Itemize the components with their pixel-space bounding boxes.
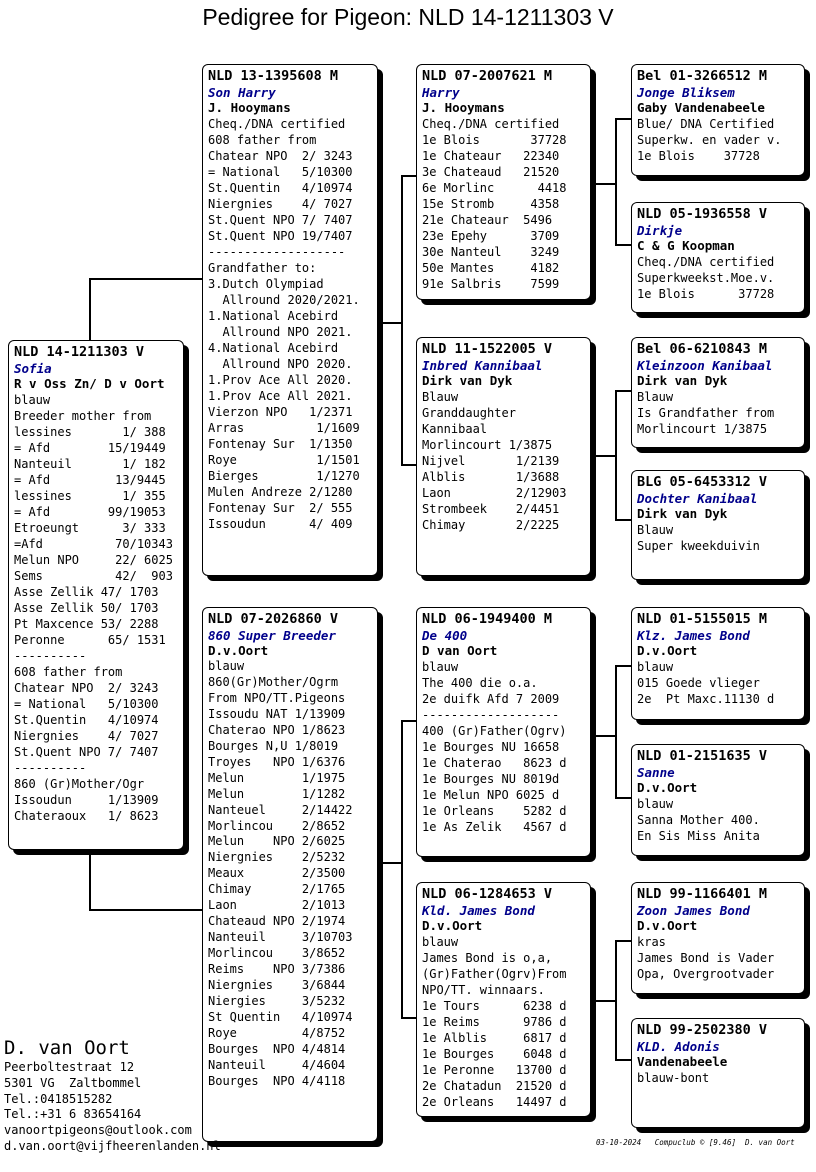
detail-line: 400 (Gr)Father(Ogrv): [422, 724, 567, 738]
owner-email-2: d.van.oort@vijfheerenlanden.nl: [4, 1138, 221, 1153]
connector: [615, 118, 617, 245]
detail-line: Nanteuil 1/ 182: [14, 457, 166, 471]
detail-line: = Afd 13/9445: [14, 473, 166, 487]
detail-line: Morlincourt 1/3875: [637, 422, 768, 436]
detail-line: 4.National Acebird: [208, 341, 339, 355]
ring-number: NLD 11-1522005 V: [422, 341, 553, 357]
connector: [615, 390, 617, 520]
detail-line: Issoudun 1/13909: [14, 793, 159, 807]
detail-line: 1e Bourges NU 8019d: [422, 772, 560, 786]
pigeon-name: Dochter Kanibaal: [637, 491, 758, 506]
detail-line: blauw: [422, 660, 459, 674]
detail-line: ----------: [14, 649, 87, 663]
detail-line: Melun NPO 22/ 6025: [14, 553, 173, 567]
pigeon-card-dam-sire: [416, 607, 591, 857]
pigeon-card-sire-dam: [416, 337, 591, 576]
connector: [89, 909, 205, 911]
detail-line: Arras 1/1609: [208, 421, 360, 435]
detail-line: Bourges NPO 4/4118: [208, 1073, 346, 1088]
detail-line: Niergnies 4/ 7027: [14, 729, 159, 743]
detail-line: 3e Chateaud 21520: [422, 165, 560, 179]
detail-line: 608 father from: [14, 665, 123, 679]
detail-line: 2e Pt Maxc.11130 d: [637, 692, 775, 706]
detail-line: St.Quent NPO 7/ 7407: [208, 213, 353, 227]
pigeon-card-dss: [631, 607, 805, 720]
detail-line: blauw: [637, 797, 674, 811]
detail-line: = Afd 99/19053: [14, 505, 166, 519]
detail-line: 1e Reims 9786 d: [422, 1015, 567, 1029]
detail-line: Bourges N,U 1/8019: [208, 738, 339, 753]
detail-line: Chimay 2/2225: [422, 518, 560, 532]
detail-line: Chatear NPO 2/ 3243: [14, 681, 159, 695]
detail-line: blauw: [14, 393, 51, 407]
breeder-name: Dirk van Dyk: [637, 506, 728, 521]
detail-line: Superkw. en vader v.: [637, 133, 782, 147]
connector: [615, 390, 632, 392]
connector: [401, 720, 417, 722]
detail-line: Bierges 1/1270: [208, 469, 360, 483]
detail-line: 1e Bourges NU 16658: [422, 740, 560, 754]
pigeon-name: Sanne: [637, 765, 675, 780]
footer-credit: 03-10-2024 Compuclub © [9.46] D. van Oort: [596, 1138, 795, 1147]
pigeon-name: Klz. James Bond: [637, 628, 750, 643]
detail-line: -------------------: [208, 245, 346, 259]
detail-line: 1e Tours 6238 d: [422, 999, 567, 1013]
owner-name: D. van Oort: [4, 1037, 130, 1059]
owner-city: 5301 VG Zaltbommel: [4, 1075, 142, 1090]
connector: [89, 278, 91, 340]
detail-line: 1e Blois 37728: [637, 149, 760, 163]
detail-line: 608 father from: [208, 133, 317, 147]
detail-line: blauw: [422, 935, 459, 949]
ring-number: NLD 13-1395608 M: [208, 68, 339, 84]
detail-line: Breeder mother from: [14, 409, 152, 423]
detail-line: Issoudu NAT 1/13909: [208, 706, 346, 721]
pigeon-card-dam-dam: [416, 882, 591, 1117]
owner-info: [4, 1036, 221, 1155]
detail-line: 860(Gr)Mother/Ogrm: [208, 674, 339, 689]
detail-line: ----------: [14, 761, 87, 775]
detail-line: Nanteuil 4/4604: [208, 1057, 346, 1072]
breeder-name: C & G Koopman: [637, 238, 735, 253]
pigeon-name: Harry: [422, 85, 460, 100]
breeder-name: Dirk van Dyk: [637, 373, 728, 388]
pigeon-name: Dirkje: [637, 223, 683, 238]
connector: [401, 175, 417, 177]
detail-line: 21e Chateaur 5496: [422, 213, 553, 227]
detail-line: 3.Dutch Olympiad: [208, 277, 324, 291]
connector: [401, 464, 417, 466]
detail-line: Cheq./DNA certified: [208, 117, 346, 131]
breeder-name: J. Hooymans: [208, 100, 291, 115]
detail-line: lessines 1/ 388: [14, 425, 166, 439]
detail-line: Morlincou 2/8652: [208, 818, 346, 833]
detail-line: Super kweekduivin: [637, 539, 760, 553]
detail-line: 1e Alblis 6817 d: [422, 1031, 567, 1045]
connector: [596, 183, 616, 185]
connector: [378, 322, 402, 324]
detail-line: Laon 2/1013: [208, 898, 346, 913]
detail-line: Grandfather to:: [208, 261, 317, 275]
detail-line: Melun NPO 2/6025: [208, 834, 346, 849]
detail-line: Peronne 65/ 1531: [14, 633, 166, 647]
connector: [596, 455, 616, 457]
detail-line: Vierzon NPO 1/2371: [208, 405, 353, 419]
detail-line: Strombeek 2/4451: [422, 502, 560, 516]
detail-line: 015 Goede vlieger: [637, 676, 760, 690]
detail-line: Niergnies 4/ 7027: [208, 197, 353, 211]
detail-line: Opa, Overgrootvader: [637, 967, 775, 981]
detail-line: Mulen Andreze 2/1280: [208, 485, 353, 499]
detail-line: Fontenay Sur 2/ 555: [208, 501, 353, 515]
detail-line: Asse Zellik 47/ 1703: [14, 585, 159, 599]
detail-line: Issoudun 4/ 409: [208, 517, 353, 531]
pigeon-name: 860 Super Breeder: [208, 628, 336, 643]
ring-number: BLG 05-6453312 V: [637, 474, 768, 490]
ring-number: NLD 01-5155015 M: [637, 611, 768, 627]
detail-line: Blue/ DNA Certified: [637, 117, 775, 131]
connector: [615, 1059, 632, 1061]
pigeon-card-sds: [631, 337, 805, 448]
detail-line: =Afd 70/10343: [14, 537, 173, 551]
pigeon-card-subject: [8, 340, 184, 850]
connector: [401, 175, 403, 465]
detail-line: Roye 1/1501: [208, 453, 360, 467]
detail-line: 1e Bourges 6048 d: [422, 1047, 567, 1061]
detail-line: -------------------: [422, 708, 560, 722]
detail-line: Reims NPO 3/7386: [208, 962, 346, 977]
detail-line: Niergies 3/5232: [208, 994, 346, 1009]
pigeon-name: De 400: [422, 628, 468, 643]
pigeon-name: Jonge Bliksem: [637, 85, 735, 100]
detail-line: St Quentin 4/10974: [208, 1009, 353, 1024]
detail-line: St.Quentin 4/10974: [14, 713, 159, 727]
pigeon-name: KLD. Adonis: [637, 1039, 720, 1054]
detail-line: 1.Prov Ace All 2021.: [208, 389, 353, 403]
detail-line: St.Quent NPO 7/ 7407: [14, 745, 159, 759]
pigeon-name: Son Harry: [208, 85, 276, 100]
detail-line: James Bond is o,a,: [422, 951, 553, 965]
detail-line: Bourges NPO 4/4814: [208, 1041, 346, 1056]
detail-line: Nijvel 1/2139: [422, 454, 560, 468]
detail-line: 1e As Zelik 4567 d: [422, 820, 567, 834]
breeder-name: R v Oss Zn/ D v Oort: [14, 376, 165, 391]
detail-line: 1e Blois 37728: [637, 287, 775, 301]
pigeon-name: Inbred Kannibaal: [422, 358, 543, 373]
detail-line: 1e Peronne 13700 d: [422, 1063, 567, 1077]
detail-line: = National 5/10300: [208, 165, 353, 179]
ring-number: Bel 01-3266512 M: [637, 68, 768, 84]
ring-number: NLD 05-1936558 V: [637, 206, 768, 222]
detail-line: Melun 1/1282: [208, 786, 346, 801]
connector: [615, 665, 617, 798]
connector: [89, 278, 205, 280]
detail-line: 30e Nanteul 3249: [422, 245, 560, 259]
ring-number: Bel 06-6210843 M: [637, 341, 768, 357]
pigeon-card-dds: [631, 882, 805, 994]
pigeon-card-sire-sire: [416, 64, 591, 300]
detail-line: Roye 4/8752: [208, 1025, 346, 1040]
ring-number: NLD 07-2007621 M: [422, 68, 553, 84]
detail-line: Troyes NPO 1/6376: [208, 754, 346, 769]
breeder-name: Vandenabeele: [637, 1054, 728, 1069]
detail-line: Chimay 2/1765: [208, 882, 346, 897]
detail-line: 860 (Gr)Mother/Ogr: [14, 777, 145, 791]
breeder-name: J. Hooymans: [422, 100, 505, 115]
page-title: Pedigree for Pigeon: NLD 14-1211303 V: [202, 4, 614, 30]
breeder-name: D.v.Oort: [637, 643, 698, 658]
detail-line: 1e Chaterao 8623 d: [422, 756, 567, 770]
detail-line: lessines 1/ 355: [14, 489, 166, 503]
ring-number: NLD 07-2026860 V: [208, 611, 339, 627]
detail-line: The 400 die o.a.: [422, 676, 538, 690]
detail-line: Allround NPO 2021.: [208, 325, 353, 339]
detail-line: Alblis 1/3688: [422, 470, 560, 484]
detail-line: Cheq./DNA certified: [422, 117, 560, 131]
detail-line: 15e Stromb 4358: [422, 197, 560, 211]
pigeon-name: Kld. James Bond: [422, 903, 535, 918]
detail-line: Morlincou 3/8652: [208, 946, 346, 961]
detail-line: Niergnies 3/6844: [208, 978, 346, 993]
breeder-name: D.v.Oort: [208, 643, 269, 658]
breeder-name: D.v.Oort: [637, 918, 698, 933]
owner-address: Peerboltestraat 12: [4, 1060, 135, 1074]
ring-number: NLD 99-2502380 V: [637, 1022, 768, 1038]
ring-number: NLD 06-1284653 V: [422, 886, 553, 902]
detail-line: 2e duifk Afd 7 2009: [422, 692, 560, 706]
detail-line: 23e Epehy 3709: [422, 229, 560, 243]
detail-line: blauw: [637, 660, 674, 674]
detail-line: 2e Chatadun 21520 d: [422, 1079, 567, 1093]
detail-line: Is Grandfather from: [637, 406, 775, 420]
detail-line: blauw: [208, 659, 245, 673]
connector: [596, 1000, 616, 1002]
detail-line: 1e Melun NPO 6025 d: [422, 788, 560, 802]
detail-line: 1.Prov Ace All 2020.: [208, 373, 353, 387]
detail-line: Cheq./DNA certified: [637, 255, 775, 269]
detail-line: Blauw: [637, 390, 674, 404]
detail-line: Sanna Mother 400.: [637, 813, 760, 827]
connector: [615, 940, 632, 942]
pigeon-card-dsd: [631, 744, 805, 856]
detail-line: 1e Blois 37728: [422, 133, 567, 147]
detail-line: From NPO/TT.Pigeons: [208, 690, 346, 705]
pigeon-card-sss: [631, 64, 805, 176]
detail-line: Asse Zellik 50/ 1703: [14, 601, 159, 615]
breeder-name: Gaby Vandenabeele: [637, 100, 765, 115]
connector: [615, 940, 617, 1060]
detail-line: Nanteuil 3/10703: [208, 930, 353, 945]
detail-line: Morlincourt 1/3875: [422, 438, 553, 452]
pigeon-card-dam: [202, 607, 378, 1142]
detail-line: Superkweekst.Moe.v.: [637, 271, 775, 285]
detail-line: 2e Orleans 14497 d: [422, 1095, 567, 1109]
detail-line: 1e Chateaur 22340: [422, 149, 560, 163]
detail-line: Meaux 2/3500: [208, 866, 346, 881]
breeder-name: D.v.Oort: [422, 918, 483, 933]
ring-number: NLD 14-1211303 V: [14, 344, 145, 360]
detail-line: = Afd 15/19449: [14, 441, 166, 455]
breeder-name: Dirk van Dyk: [422, 373, 513, 388]
detail-line: Blauw: [637, 523, 674, 537]
detail-line: Blauw: [422, 390, 459, 404]
detail-line: NPO/TT. winnaars.: [422, 983, 545, 997]
pigeon-card-sire: [202, 64, 378, 576]
breeder-name: D.v.Oort: [637, 780, 698, 795]
owner-phone: Tel.:0418515282: [4, 1091, 113, 1106]
ring-number: NLD 99-1166401 M: [637, 886, 768, 902]
detail-line: 6e Morlinc 4418: [422, 181, 567, 195]
detail-line: (Gr)Father(Ogrv)From: [422, 967, 567, 981]
connector: [401, 1017, 417, 1019]
detail-line: 50e Mantes 4182: [422, 261, 560, 275]
detail-line: James Bond is Vader: [637, 951, 775, 965]
detail-line: En Sis Miss Anita: [637, 829, 760, 843]
detail-line: Etroeungt 3/ 333: [14, 521, 166, 535]
connector: [89, 850, 91, 910]
connector: [615, 665, 632, 667]
detail-line: = National 5/10300: [14, 697, 159, 711]
detail-line: Chateraoux 1/ 8623: [14, 809, 159, 823]
detail-line: Laon 2/12903: [422, 486, 567, 500]
detail-line: Chateaud NPO 2/1974: [208, 914, 346, 929]
detail-line: Fontenay Sur 1/1350: [208, 437, 353, 451]
connector: [615, 797, 632, 799]
pigeon-name: Sofia: [14, 361, 52, 376]
detail-line: Sems 42/ 903: [14, 569, 173, 583]
detail-line: St.Quent NPO 19/7407: [208, 229, 353, 243]
connector: [596, 735, 616, 737]
detail-line: Melun 1/1975: [208, 770, 346, 785]
ring-number: NLD 06-1949400 M: [422, 611, 553, 627]
detail-line: Allround 2020/2021.: [208, 293, 360, 307]
detail-line: blauw-bont: [637, 1071, 710, 1085]
pigeon-card-ssd: [631, 202, 805, 313]
pigeon-card-ddd: [631, 1018, 805, 1128]
owner-email: vanoortpigeons@outlook.com: [4, 1123, 192, 1138]
pigeon-card-sdd: [631, 470, 805, 580]
owner-mobile: Tel.:+31 6 83654164: [4, 1107, 142, 1122]
connector: [615, 519, 632, 521]
detail-line: Nanteuel 2/14422: [208, 802, 353, 817]
detail-line: Niergnies 2/5232: [208, 850, 346, 865]
ring-number: NLD 01-2151635 V: [637, 748, 768, 764]
detail-line: Kannibaal: [422, 422, 488, 436]
detail-line: 91e Salbris 7599: [422, 277, 560, 291]
connector: [615, 118, 632, 120]
connector: [615, 244, 632, 246]
detail-line: kras: [637, 935, 666, 949]
detail-line: 1.National Acebird: [208, 309, 339, 323]
detail-line: 1e Orleans 5282 d: [422, 804, 567, 818]
pigeon-name: Kleinzoon Kanibaal: [637, 358, 773, 373]
detail-line: Chaterao NPO 1/8623: [208, 722, 346, 737]
pigeon-name: Zoon James Bond: [637, 903, 750, 918]
detail-line: Pt Maxcence 53/ 2288: [14, 617, 159, 631]
detail-line: Granddaughter: [422, 406, 516, 420]
breeder-name: D van Oort: [422, 643, 498, 658]
detail-line: Allround NPO 2020.: [208, 357, 353, 371]
connector: [401, 720, 403, 1018]
connector: [378, 862, 402, 864]
detail-line: St.Quentin 4/10974: [208, 181, 353, 195]
detail-line: Chatear NPO 2/ 3243: [208, 149, 353, 163]
